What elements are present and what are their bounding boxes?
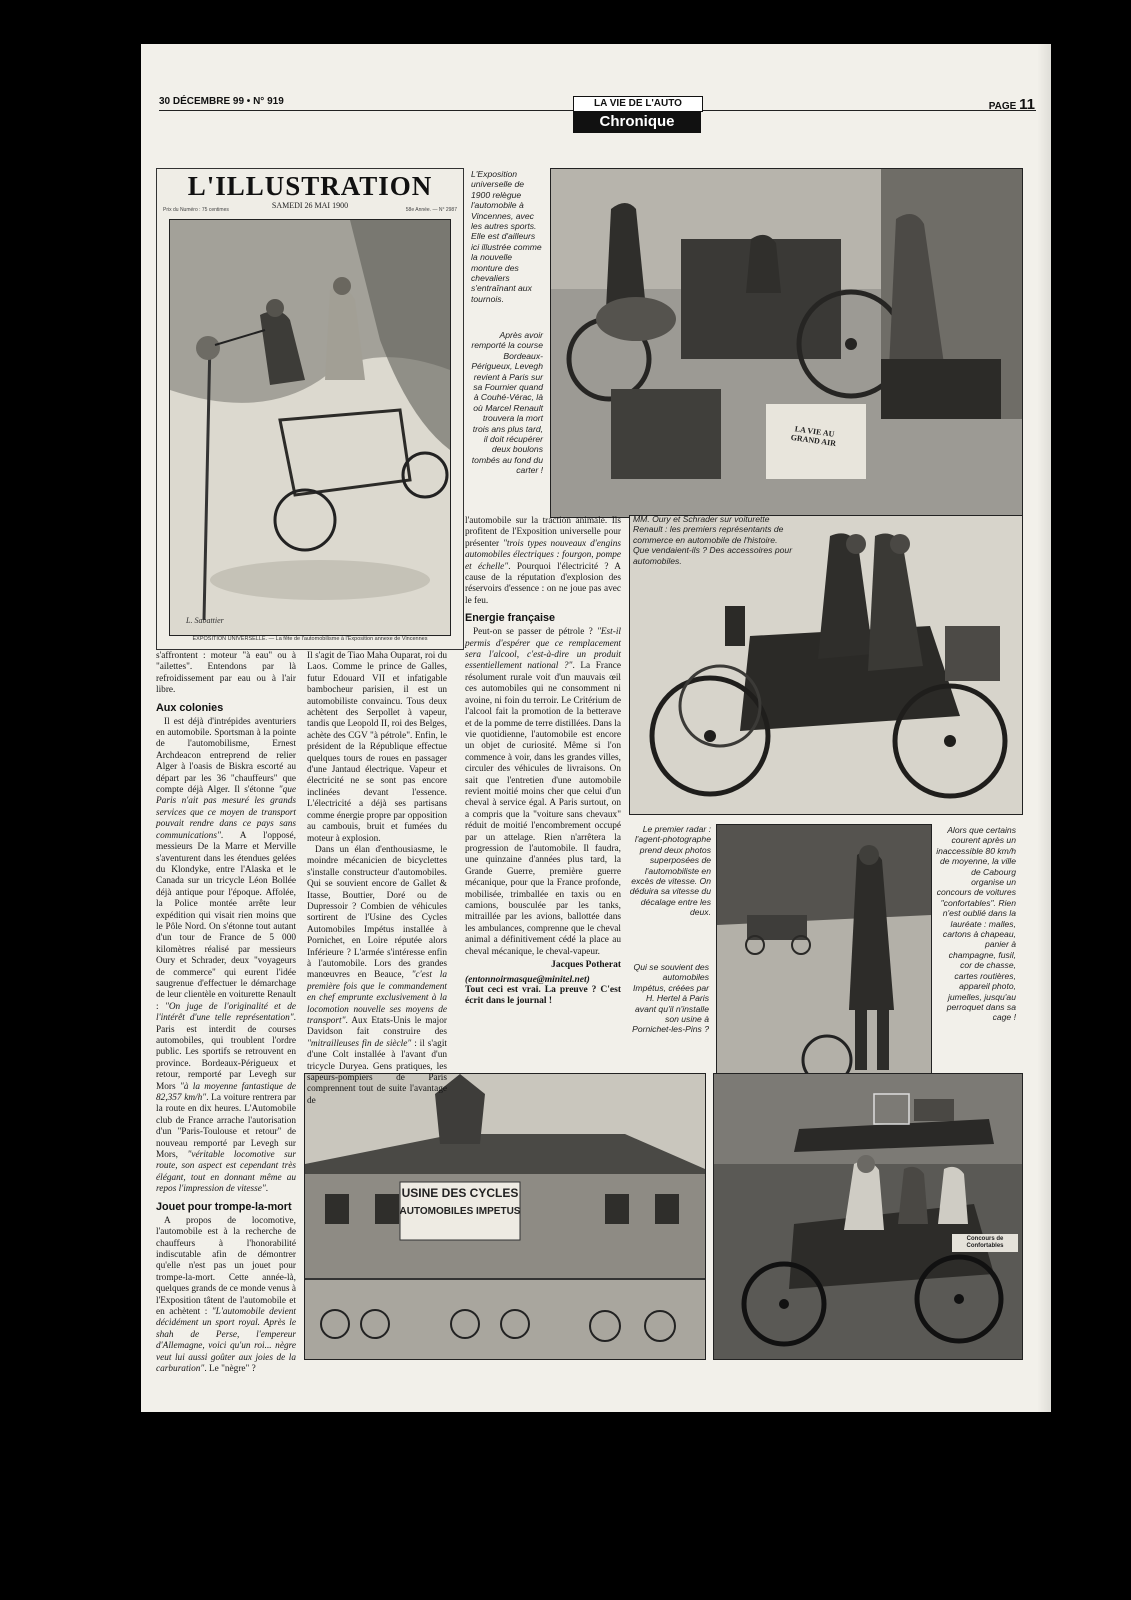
cover-signature: L. Sabattier — [186, 616, 224, 625]
article-column-2 — [307, 651, 447, 1107]
author-signature: Jacques Potherat — [551, 960, 621, 971]
text-run: . Aux Etats-Unis le major Davidson fait construire des — [307, 1016, 447, 1038]
usine-sign-line2: AUTOMOBILES IMPETUS — [399, 1206, 521, 1217]
caption-radar: Le premier radar : l'agent-photographe prend deux photos superposées de l'automobiliste en excès de vitesse. On déduira sa vitesse du décalage entre les deux. — [629, 824, 711, 918]
quote-run: "L'automobile devient décidément un sport royal. Après le shah de Perse, l'empereur d'Allemagne, voici qu'un roi... nègre veut lui aussi goûter aux joies de la carburation" — [156, 1306, 296, 1374]
page-number — [989, 96, 1035, 113]
photo-cabourg-art — [714, 1074, 1022, 1359]
caption-levegh: Après avoir remporté la course Bordeaux-Périgueux, Levegh revient à Paris sur sa Fournier quand à Couhé-Vérac, là où Marcel Renault trouvera la mort trois ans plus tard, il doit récupérer deux boulons tombés au fond du carter ! — [471, 330, 543, 476]
text-run: . La France résolument rurale voit d'un mauvais œil ces automobiles qui ne consomment ni avoine, ni foin du terroir. Le Critérium de l'alcool fait la promotion de la betterave et de la pomme de terre distillées. Dans la vie quotidienne, l'automobile est encore un objet de curiosité. Même si l'on commence à voir, dans les grandes villes, circuler des véhicules de livraisons. On sait que l'entretien d'une automobile revient moitié moins cher que celui d'un cheval à service égal. A Paris surtout, on a compris que la "voiture sans chevaux" réduit de moitié l'encombrement occupé par un attelage. Rien n'arrêtera la progression de l'automobile. Il faudra, une quinzaine d'années plus tard, la Grande Guerre, première guerre mécanique, pour que la France profonde, mobilisée, trimballée en taxis ou en camions, bousculée par les tanks, mitraillée par les avions, ballottée dans les ambulances, comprenne que le cheval animal a définitivement cédé la place au cheval mécanique, le cheval-vapeur. — [465, 661, 621, 957]
newspaper-page — [141, 44, 1051, 1412]
text-run: . — [265, 1184, 269, 1195]
heading-energie: Energie française — [465, 612, 556, 625]
text-run: . A l'opposé, messieurs De la Marre et Merville s'aventurent dans les étendues gelées du Klondyke, entre l'Alaska et le Canada sur un tricycle Léon Bollée déjà antique pour l'époque. Affolée, la Police montée arrête leur expédition qui visait rien moins que le Pôle Nord. On s'étonne tout autant d'un tour de France de 5 000 kilomètres réalisé par messieurs Oury et Schrader, deux "voyageurs de commerce" qui eurent l'idée saugrenue d'effectuer le démarchage de leur clientèle en voiturette Renault : — [156, 830, 296, 1012]
cover-date: SAMEDI 26 MAI 1900 — [271, 201, 349, 210]
cover-drawing — [169, 219, 451, 636]
col3-paragraph-2 — [465, 627, 621, 958]
cover-price: Prix du Numéro : 75 centimes — [163, 207, 229, 213]
heading-jouet: Jouet pour trompe-la-mort — [156, 1200, 292, 1213]
photo-radar-art — [717, 825, 931, 1107]
page-label: PAGE — [988, 101, 1017, 112]
bag-text: LA VIE AU GRAND AIR — [790, 424, 837, 449]
closing-line: Tout ceci est vrai. La preuve ? C'est écrit dans le journal ! — [465, 985, 621, 1007]
quote-run: "On juge de l'originalité et de l'intérêt d'une telle représentation" — [156, 1001, 296, 1024]
article-column-3 — [465, 516, 621, 1008]
caption-cabourg: Alors que certains courent après un inaccessible 80 km/h de moyenne, la ville de Cabourg organise un concours de voitures "confortables". Rien n'est oublié dans la lauréate : malles, cartons à chapeau, panier à champagne, fusil, cor de chasse, cartes routières, appareil photo, jumelles, jusqu'au perroquet dans sa cage ! — [936, 825, 1016, 1023]
col2-paragraph-1: Il s'agit de Tiao Maha Ouparat, roi du Laos. Comme le prince de Galles, futur Edouard VII et infatigable bambocheur parisien, il est un automobiliste convaincu. Tous deux achètent des Serpollet à vapeur, tandis que Leopold II, roi des Belges, achète des CGV "à pétrole". Enfin, le président de la République effectue quelques tours de roues en passager d'une Jantaud électrique. Vapeur et électricité ne se sont pas encore inclinées devant l'essence. L'électricité a déjà ses partisans comme énergie propre par opposition au cambouis, bruit et fumées du moteur à explosion. — [307, 651, 447, 844]
quote-run: "Est-il permis d'espérer que ce remplacement sera l'alcool, c'est-à-dire un produit essentiellement national ?" — [465, 627, 621, 672]
col1-intro: s'affrontent : moteur "à eau" ou à "ailettes". Entendons par là refroidissement par eau ou à l'air libre. — [156, 651, 296, 696]
photo-cabourg-car — [713, 1073, 1023, 1360]
col2-paragraph-2 — [307, 845, 447, 1107]
quote-run: "trois types nouveaux d'engins automobiles électriques : fourgon, pompe et échelle" — [465, 538, 621, 572]
section-title: Chronique — [573, 111, 701, 133]
photo-radar — [716, 824, 932, 1108]
text-run: Dans un élan d'enthousiasme, le moindre mécanicien de bicyclettes s'installe constructeur d'automobiles. Qui se souvient encore de Gallet & Itasse, Bouttier, Doré ou de Dupressoir ? Combien de véhicules sortirent de l'Usine des Cycles Automobiles Impétus installée à Pornichet, en Loire réputée alors Inférieure ? L'armée s'intéresse enfin à l'automobile. Lors des grandes manœuvres en Beauce, — [307, 844, 447, 981]
text-run: l'automobile sur la traction animale. Ils profitent de l'Exposition universelle pour présenter — [465, 516, 621, 549]
cover-issue: 58e Année. — N° 2987 — [405, 207, 457, 213]
caption-oury: MM. Oury et Schrader sur voiturette Renault : les premiers représentants de commerce en automobile de l'histoire. Que vendaient-ils ? Des accessoires pour automobiles. — [633, 514, 793, 566]
car-plate-text: Concours de Confortables — [966, 1236, 1004, 1249]
quote-run: "véritable locomotive sur route, son aspect est cependant très élégant, tout en donnant même au repos l'impression de vitesse" — [156, 1150, 296, 1195]
author-email: (entonnoirmasque@minitel.net) — [465, 975, 590, 986]
article-column-1 — [156, 651, 296, 1375]
text-run: . La voiture rentrera par la route en dix heures. L'Automobile club de France arrache l'autorisation d'un "Paris-Toulouse et retour" de nouveau remporté par Levegh sur Mors, — [156, 1093, 296, 1161]
photo-levegh-repair — [550, 168, 1023, 518]
cover-drawing-art — [170, 220, 450, 635]
quote-run: "à la moyenne fantastique de 82,357 km/h" — [156, 1081, 296, 1104]
cover-caption: EXPOSITION UNIVERSELLE. — La fête de l'automobilisme à l'Exposition annexe de Vincennes — [192, 636, 428, 642]
photo-usine-impetus — [304, 1073, 706, 1360]
caption-expo-1900: L'Exposition universelle de 1900 relègue l'automobile à Vincennes, avec les autres sports. Elle est d'ailleurs ici illustrée comme la nouvelle monture des chevaliers s'entraînant aux tournois. — [471, 169, 542, 304]
text-run: Peut-on se passer de pétrole ? — [473, 627, 597, 638]
col1-paragraph-jouet — [156, 1216, 296, 1376]
quote-run: "que Paris n'ait pas mesuré les grands services que ce moyen de transport pouvait rendre dans ce pays sans communications" — [156, 785, 296, 841]
illustration-cover — [156, 168, 464, 650]
col3-paragraph-1 — [465, 516, 621, 607]
usine-sign-line1: USINE DES CYCLES — [401, 1186, 519, 1200]
col1-paragraph-colonies — [156, 717, 296, 1196]
cover-title: L'ILLUSTRATION — [187, 171, 433, 201]
text-run: : il s'agit d'une Colt installée à l'avant d'un tricycle Duryea. Gens pratiques, les sapeurs-pompiers de Paris comprennent tout de suite l'avantage de — [307, 1038, 447, 1106]
page-number-value: 11 — [1019, 96, 1035, 113]
text-run: Il est déjà d'intrépides aventuriers en automobile. Sportsman à la pointe de l'automobilisme, Ernest Archdeacon entreprend de relier Alger à l'oasis de Biskra escorté au départ par les 36 "chauffeurs" que compte déjà Alger. Il s'étonne — [156, 716, 296, 796]
quote-run: "mitrailleuses fin de siècle" — [307, 1038, 412, 1049]
heading-aux-colonies: Aux colonies — [156, 701, 224, 714]
issue-date: 30 DÉCEMBRE 99 • N° 919 — [159, 96, 284, 107]
text-run: A propos de locomotive, l'automobile est à la recherche de chauffeurs à l'honorabilité indiscutable afin de démontrer qu'elle n'est pas un jouet pour trompe-la-mort. Cette année-là, quelques grands de ce monde venus à l'Exposition tâtent de l'automobile et en achètent : — [156, 1215, 296, 1317]
text-run: . Pourquoi l'électricité ? A cause de la réputation d'explosion des réservoirs d'essence : on ne joue pas avec le feu. — [465, 561, 621, 606]
text-run: . Le "nègre" ? — [204, 1363, 256, 1374]
caption-impetus: Qui se souvient des automobiles Impétus, créées par H. Hertel à Paris avant qu'il n'installe son usine à Pornichet-les-Pins ? — [632, 962, 709, 1035]
quote-run: "c'est la première fois que le commandement en chef emprunte exclusivement à la locomotion nouvelle ses moyens de transport" — [307, 970, 447, 1026]
text-run: . Paris est interdit de courses automobiles, qui troublent l'ordre public. Les sportifs se retrouvent en province. Bordeaux-Périgueux et retour, remporté par Levegh sur Mors — [156, 1013, 296, 1092]
photo-levegh-art — [551, 169, 1022, 517]
masthead-brand: LA VIE DE L'AUTO — [573, 96, 703, 112]
